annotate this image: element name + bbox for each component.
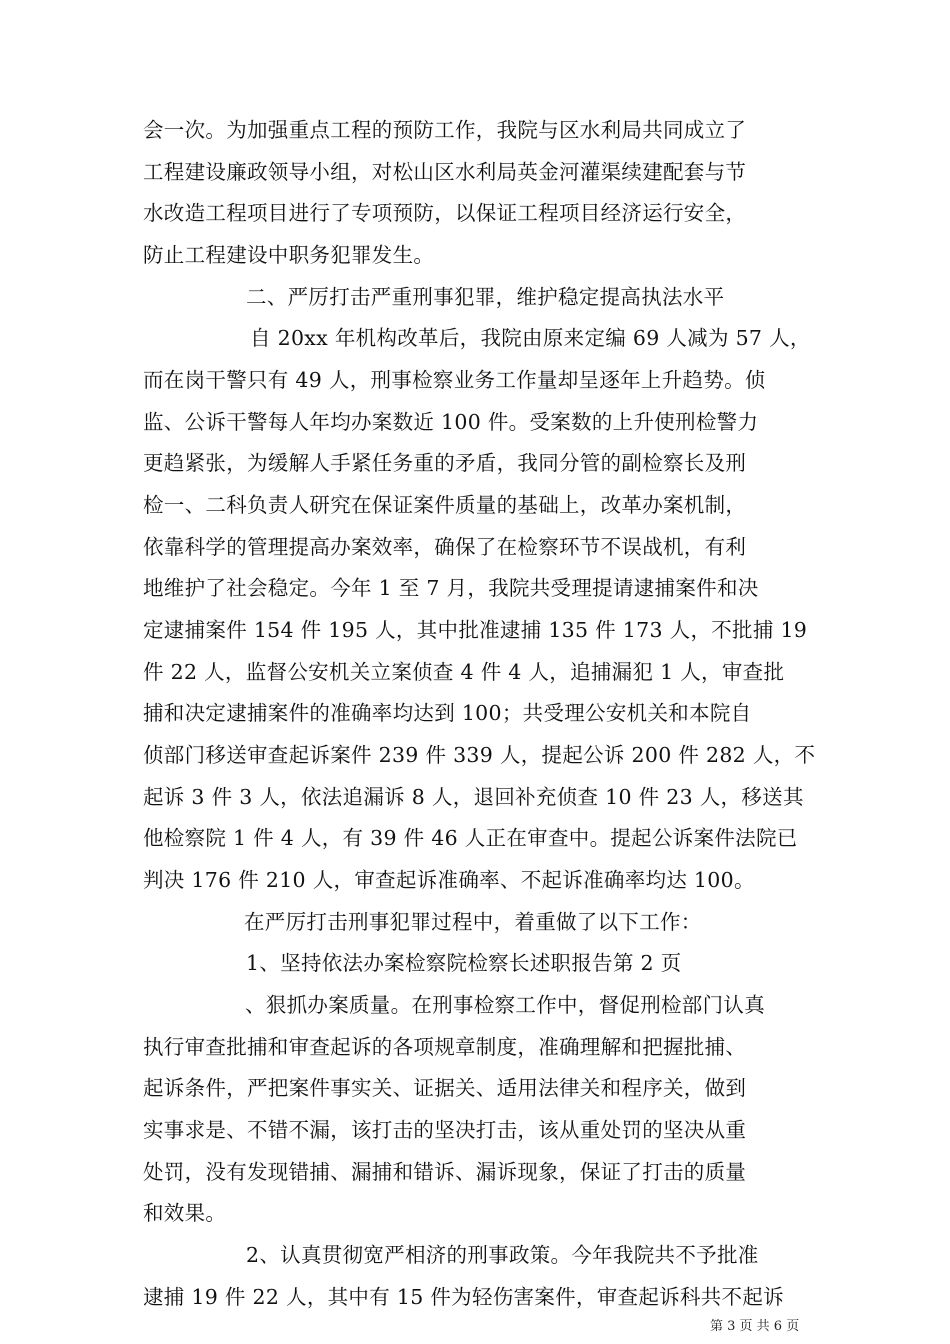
- body-text-line: 判决 176 件 210 人，审查起诉准确率、不起诉准确率均达 100。: [143, 868, 755, 892]
- body-text-line: 实事求是、不错不漏，该打击的坚决打击，该从重处罚的坚决从重: [143, 1118, 747, 1142]
- body-text-line: 检一、二科负责人研究在保证案件质量的基础上，改革办案机制，: [143, 493, 747, 517]
- body-text-line: 执行审查批捕和审查起诉的各项规章制度，准确理解和把握批捕、: [143, 1035, 747, 1059]
- body-text-line: 件 22 人，监督公安机关立案侦查 4 件 4 人，追捕漏犯 1 人，审查批: [143, 660, 785, 684]
- body-text-line: 起诉条件，严把案件事实关、证据关、适用法律关和程序关，做到: [143, 1076, 747, 1100]
- section-heading: 二、严厉打击严重刑事犯罪，维护稳定提高执法水平: [246, 285, 725, 309]
- list-item-heading: 2、认真贯彻宽严相济的刑事政策。今年我院共不予批准: [246, 1243, 759, 1267]
- list-item-heading: 1、坚持依法办案检察院检察长述职报告第 2 页: [246, 951, 682, 975]
- body-text-line: 更趋紧张，为缓解人手紧任务重的矛盾，我同分管的副检察长及刑: [143, 451, 747, 475]
- body-text-line: 而在岗干警只有 49 人，刑事检察业务工作量却呈逐年上升趋势。侦: [143, 368, 766, 392]
- body-text-line: 处罚，没有发现错捕、漏捕和错诉、漏诉现象，保证了打击的质量: [143, 1160, 747, 1184]
- body-text-line: 地维护了社会稳定。今年 1 至 7 月，我院共受理提请逮捕案件和决: [143, 576, 759, 600]
- body-text-line: 会一次。为加强重点工程的预防工作，我院与区水利局共同成立了: [143, 118, 747, 142]
- body-text-line: 他检察院 1 件 4 人，有 39 件 46 人正在审查中。提起公诉案件法院已: [143, 826, 798, 850]
- body-text-line: 和效果。: [143, 1201, 227, 1225]
- body-text-line: 在严厉打击刑事犯罪过程中，着重做了以下工作：: [244, 910, 702, 934]
- body-text-line: 逮捕 19 件 22 人，其中有 15 件为轻伤害案件，审查起诉科共不起诉: [143, 1285, 784, 1309]
- body-text-line: 、狠抓办案质量。在刑事检察工作中，督促刑检部门认真: [245, 993, 765, 1017]
- body-text-line: 侦部门移送审查起诉案件 239 件 339 人，提起公诉 200 件 282 人，不: [143, 743, 816, 767]
- body-text-line: 防止工程建设中职务犯罪发生。: [143, 243, 435, 267]
- body-text-line: 工程建设廉政领导小组，对松山区水利局英金河灌渠续建配套与节: [143, 160, 747, 184]
- body-text-line: 依靠科学的管理提高办案效率，确保了在检察环节不误战机，有利: [143, 535, 747, 559]
- body-text-line: 监、公诉干警每人年均办案数近 100 件。受案数的上升使刑检警力: [143, 410, 759, 434]
- page-number-footer: 第 3 页 共 6 页: [710, 1319, 800, 1334]
- body-text-line: 捕和决定逮捕案件的准确率均达到 100；共受理公安机关和本院自: [143, 701, 752, 725]
- body-text-line: 定逮捕案件 154 件 195 人，其中批准逮捕 135 件 173 人，不批捕 19: [143, 618, 808, 642]
- body-text-line: 自 20xx 年机构改革后，我院由原来定编 69 人减为 57 人，: [250, 326, 811, 350]
- body-text-line: 起诉 3 件 3 人，依法追漏诉 8 人，退回补充侦查 10 件 23 人，移送其: [143, 785, 804, 809]
- body-text-line: 水改造工程项目进行了专项预防，以保证工程项目经济运行安全，: [143, 201, 747, 225]
